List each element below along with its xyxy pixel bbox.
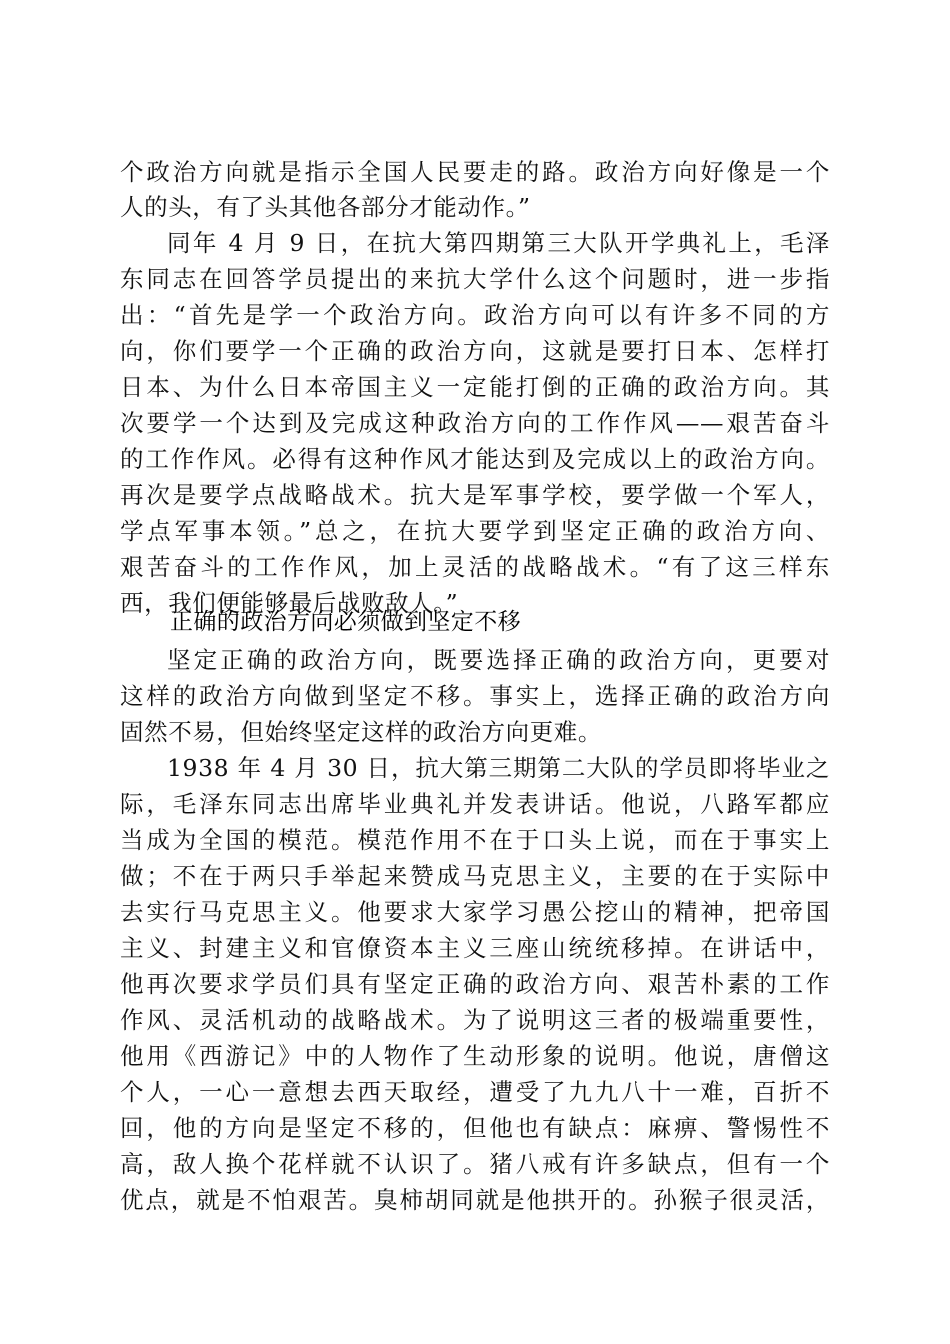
text-line: 艰苦奋斗的工作作风，加上灵活的战略战术。“有了这三样东 (120, 553, 830, 581)
paragraph-first-line: 1938 年 4 月 30 日，抗大第三期第二大队的学员即将毕业之 (167, 754, 830, 782)
text-line: 作风、灵活机动的战略战术。为了说明这三者的极端重要性， (120, 1006, 830, 1034)
text-line: 优点，就是不怕艰苦。臭柿胡同就是他拱开的。孙猴子很灵活， (120, 1186, 830, 1214)
text-line: 西，我们便能够最后战败敌人。” (120, 589, 459, 617)
text-line: 际，毛泽东同志出席毕业典礼并发表讲话。他说，八路军都应 (120, 790, 830, 818)
text-line: 的工作作风。必得有这种作风才能达到及完成以上的政治方向。 (120, 445, 830, 473)
text-line: 学点军事本领。”总之，在抗大要学到坚定正确的政治方向、 (120, 517, 830, 545)
text-line: 去实行马克思主义。他要求大家学习愚公挖山的精神，把帝国 (120, 898, 830, 926)
text-line: 向，你们要学一个正确的政治方向，这就是要打日本、怎样打 (120, 337, 830, 365)
text-line: 个人，一心一意想去西天取经，遭受了九九八十一难，百折不 (120, 1078, 830, 1106)
text-line: 日本、为什么日本帝国主义一定能打倒的正确的政治方向。其 (120, 373, 830, 401)
text-line: 人的头，有了头其他各部分才能动作。” (120, 193, 531, 221)
text-line: 再次是要学点战略战术。抗大是军事学校，要学做一个军人， (120, 481, 830, 509)
section-heading: 正确的政治方向必须做到坚定不移 (170, 609, 521, 635)
paragraph-first-line: 同年 4 月 9 日，在抗大第四期第三大队开学典礼上，毛泽 (167, 229, 830, 257)
text-line: 个政治方向就是指示全国人民要走的路。政治方向好像是一个 (120, 158, 830, 186)
text-line: 做；不在于两只手举起来赞成马克思主义，主要的在于实际中 (120, 862, 830, 890)
text-line: 他再次要求学员们具有坚定正确的政治方向、艰苦朴素的工作 (120, 970, 830, 998)
text-line: 出：“首先是学一个政治方向。政治方向可以有许多不同的方 (120, 301, 830, 329)
text-line: 次要学一个达到及完成这种政治方向的工作作风——艰苦奋斗 (120, 409, 830, 437)
text-line: 回，他的方向是坚定不移的，但他也有缺点：麻痹、警惕性不 (120, 1114, 830, 1142)
text-line: 当成为全国的模范。模范作用不在于口头上说，而在于事实上 (120, 826, 830, 854)
paragraph-first-line: 坚定正确的政治方向，既要选择正确的政治方向，更要对 (167, 646, 830, 674)
text-line: 固然不易，但始终坚定这样的政治方向更难。 (120, 718, 602, 746)
text-line: 这样的政治方向做到坚定不移。事实上，选择正确的政治方向 (120, 682, 830, 710)
text-line: 他用《西游记》中的人物作了生动形象的说明。他说，唐僧这 (120, 1042, 830, 1070)
text-line: 主义、封建主义和官僚资本主义三座山统统移掉。在讲话中， (120, 934, 830, 962)
text-line: 高，敌人换个花样就不认识了。猪八戒有许多缺点，但有一个 (120, 1150, 830, 1178)
text-line: 东同志在回答学员提出的来抗大学什么这个问题时，进一步指 (120, 265, 830, 293)
